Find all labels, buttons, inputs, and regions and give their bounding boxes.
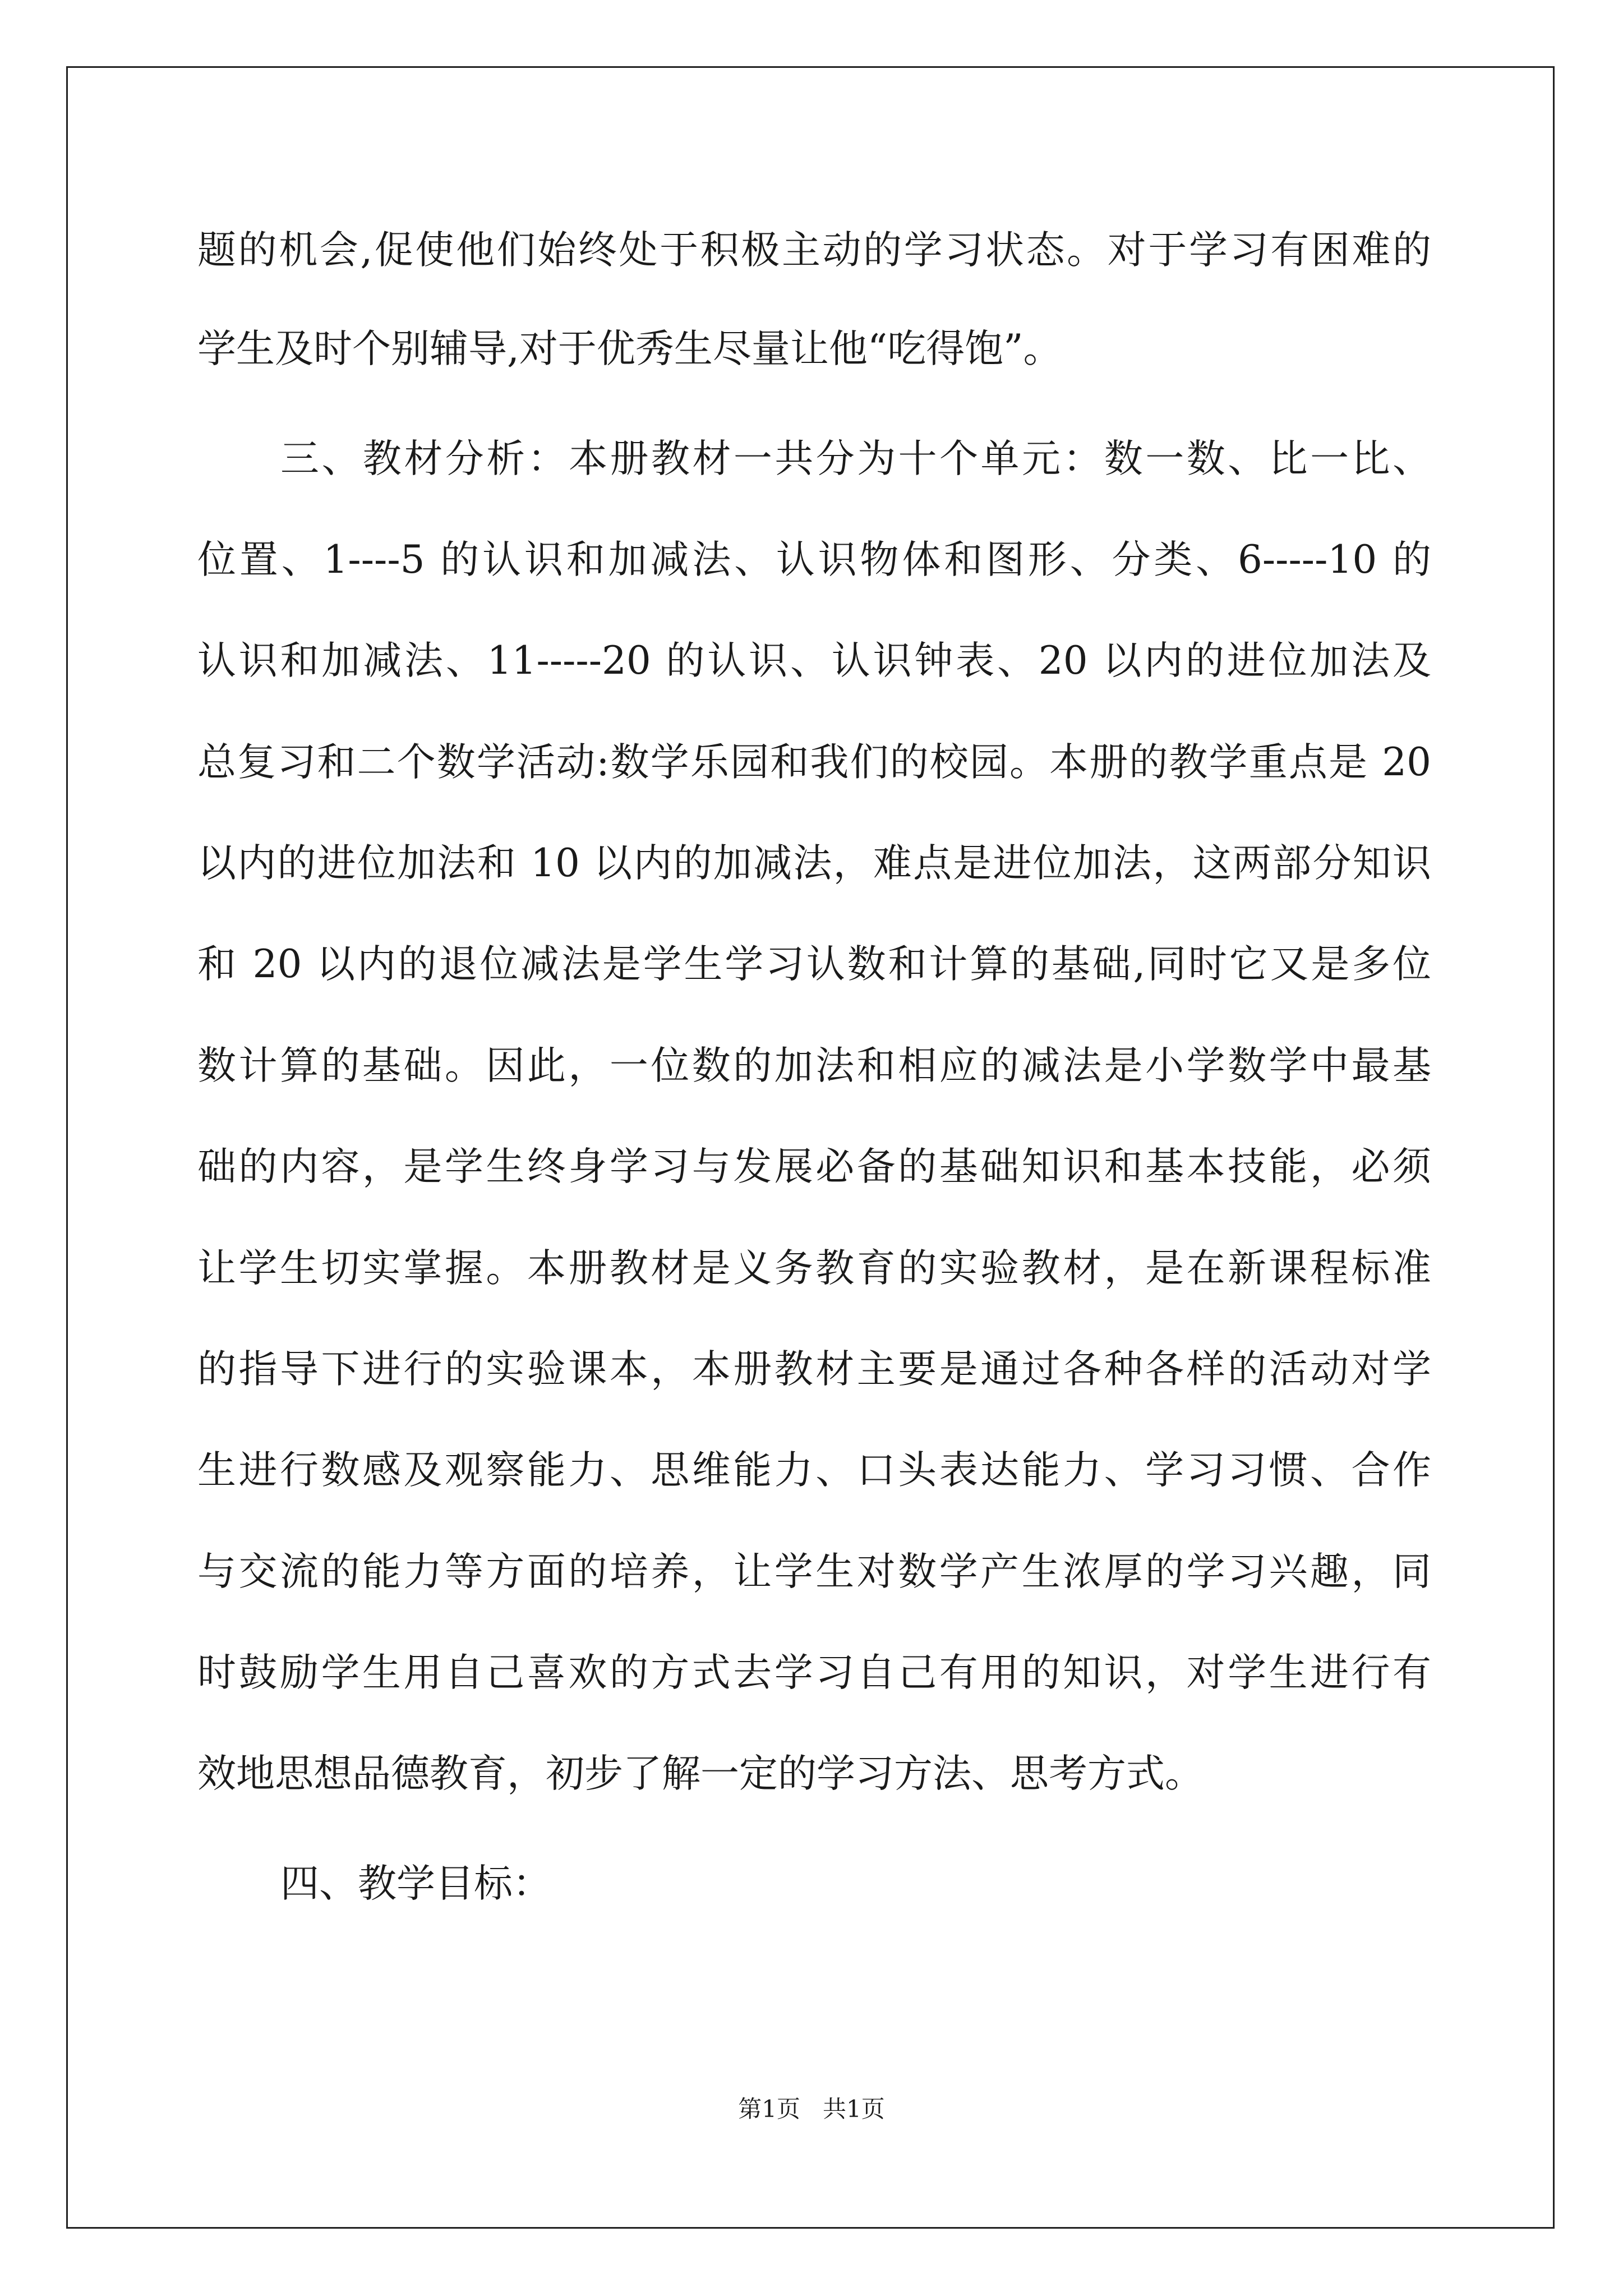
paragraph-line: 题的机会,促使他们始终处于积极主动的学习状态。对于学习有困难的: [197, 228, 1431, 273]
paragraph-line: 学生及时个别辅导,对于优秀生尽量让他“吃得饱”。: [197, 326, 1062, 371]
paragraph-line: 和 20 以内的退位减法是学生学习认数和计算的基础,同时它又是多位: [197, 942, 1431, 987]
paragraph-line: 位置、1----5 的认识和加减法、认识物体和图形、分类、6-----10 的: [197, 537, 1431, 582]
paragraph-line: 以内的进位加法和 10 以内的加减法，难点是进位加法，这两部分知识: [197, 841, 1431, 886]
paragraph-line: 的指导下进行的实验课本，本册教材主要是通过各种各样的活动对学: [197, 1347, 1431, 1392]
paragraph-line: 生进行数感及观察能力、思维能力、口头表达能力、学习习惯、合作: [197, 1448, 1431, 1493]
paragraph-line: 与交流的能力等方面的培养，让学生对数学产生浓厚的学习兴趣，同: [197, 1549, 1431, 1594]
page-footer: 第1页 共1页: [738, 2095, 885, 2123]
paragraph-line: 认识和加减法、11-----20 的认识、认识钟表、20 以内的进位加法及: [197, 638, 1431, 683]
paragraph-line: 础的内容，是学生终身学习与发展必备的基础知识和基本技能，必须: [197, 1144, 1431, 1189]
paragraph-line: 总复习和二个数学活动:数学乐园和我们的校园。本册的教学重点是 20: [197, 740, 1431, 785]
paragraph-line: 数计算的基础。因此，一位数的加法和相应的减法是小学数学中最基: [197, 1043, 1431, 1088]
paragraph-line: 时鼓励学生用自己喜欢的方式去学习自己有用的知识，对学生进行有: [197, 1650, 1431, 1695]
section-heading-line: 四、教学目标：: [280, 1861, 551, 1906]
paragraph-line: 让学生切实掌握。本册教材是义务教育的实验教材，是在新课程标准: [197, 1246, 1431, 1291]
paragraph-line: 效地思想品德教育，初步了解一定的学习方法、思考方式。: [197, 1751, 1204, 1796]
section-heading-line: 三、教材分析：本册教材一共分为十个单元：数一数、比一比、: [280, 436, 1431, 481]
